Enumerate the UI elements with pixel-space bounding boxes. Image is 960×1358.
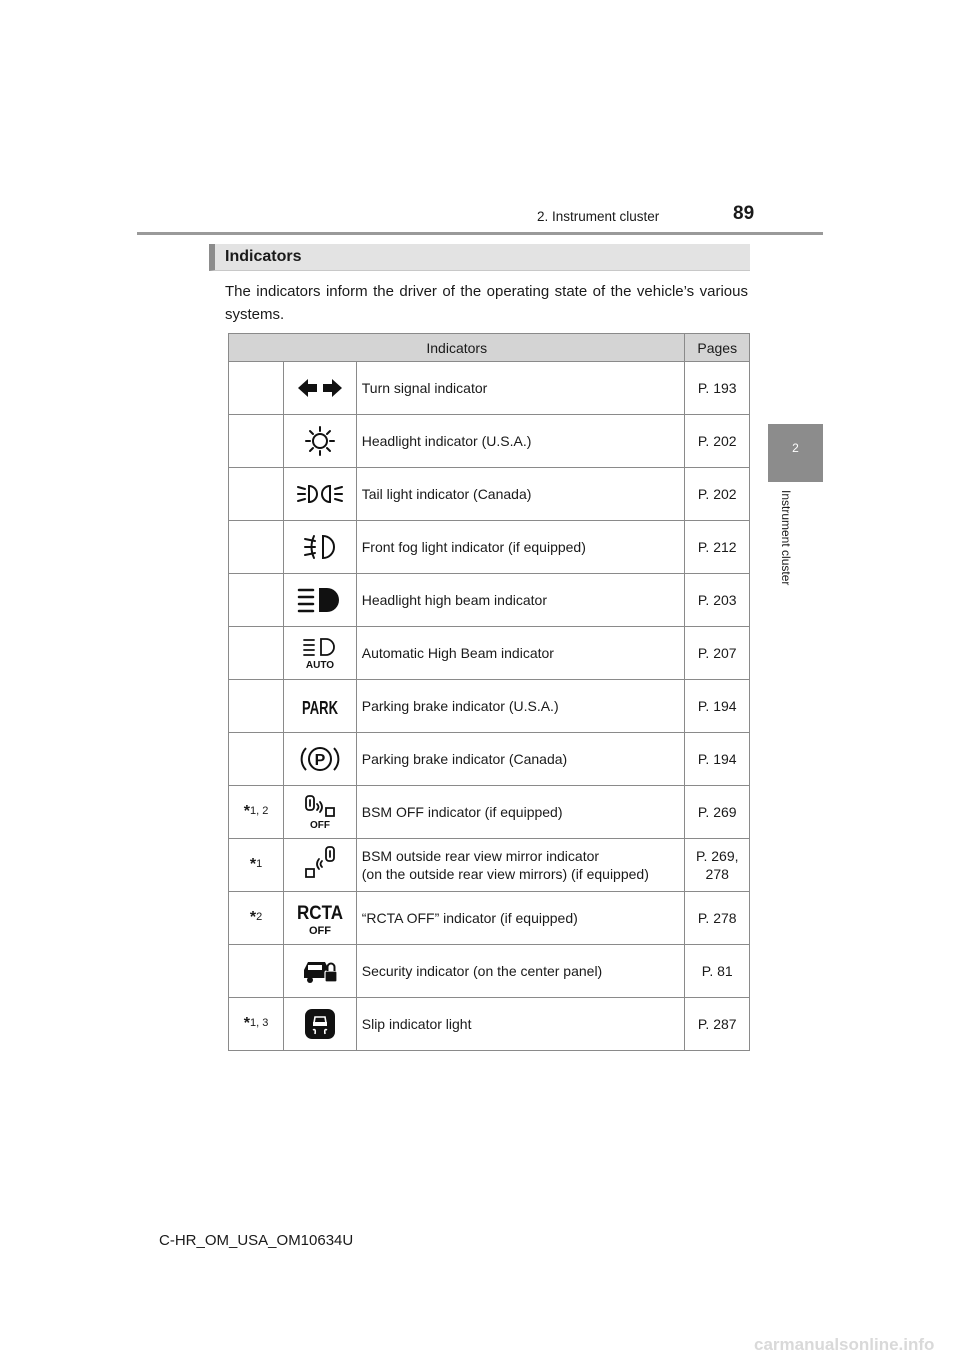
page-ref-link[interactable]: P. 212 xyxy=(685,521,750,574)
chapter-tab-number: 2 xyxy=(792,441,799,455)
icon-cell xyxy=(284,521,357,574)
rcta-off-icon xyxy=(295,899,345,937)
page-ref-link[interactable]: P. 207 xyxy=(685,627,750,680)
desc-cell: Security indicator (on the center panel) xyxy=(356,945,685,998)
front-fog-light-icon xyxy=(303,533,337,561)
icon-cell xyxy=(284,680,357,733)
table-row xyxy=(229,468,750,521)
page-ref-link[interactable]: P. 203 xyxy=(685,574,750,627)
chapter-tab[interactable] xyxy=(768,424,823,482)
icon-cell xyxy=(284,945,357,998)
table-row xyxy=(229,415,750,468)
icon-cell xyxy=(284,892,357,945)
note-cell xyxy=(229,627,284,680)
bsm-off-icon xyxy=(302,794,338,830)
desc-cell: Automatic High Beam indicator xyxy=(356,627,685,680)
desc-cell: Turn signal indicator xyxy=(356,362,685,415)
note-cell xyxy=(229,733,284,786)
desc-line-1: BSM outside rear view mirror indicator xyxy=(361,848,600,864)
icon-cell xyxy=(284,786,357,839)
watermark: carmanualsonline.info xyxy=(754,1335,935,1354)
page-ref-link[interactable]: P. 202 xyxy=(685,415,750,468)
svg-text:P: P xyxy=(314,752,326,769)
table-row xyxy=(229,945,750,998)
table-row xyxy=(229,892,750,945)
icon-cell xyxy=(284,415,357,468)
footer-doc-id: C-HR_OM_USA_OM10634U xyxy=(159,1232,354,1249)
high-beam-icon xyxy=(297,586,343,614)
page-ref-link[interactable]: P. 194 xyxy=(685,733,750,786)
desc-cell: Parking brake indicator (Canada) xyxy=(356,733,685,786)
headlight-sun-icon xyxy=(304,425,336,457)
table-row xyxy=(229,574,750,627)
svg-text:OFF: OFF xyxy=(309,820,330,831)
desc-cell: Tail light indicator (Canada) xyxy=(356,468,685,521)
indicators-table xyxy=(228,333,750,1051)
tail-light-icon xyxy=(296,482,344,506)
note-cell xyxy=(229,680,284,733)
table-row xyxy=(229,680,750,733)
note-cell xyxy=(229,945,284,998)
page-ref-link[interactable]: P. 194 xyxy=(685,680,750,733)
section-heading-bar xyxy=(209,244,750,271)
desc-cell: Parking brake indicator (U.S.A.) xyxy=(356,680,685,733)
table-row xyxy=(229,733,750,786)
svg-text:RCTA: RCTA xyxy=(296,903,344,924)
desc-cell: Slip indicator light xyxy=(356,998,685,1051)
header-section-title: 2. Instrument cluster xyxy=(537,209,660,224)
desc-cell: “RCTA OFF” indicator (if equipped) xyxy=(356,892,685,945)
icon-cell xyxy=(284,839,357,892)
desc-cell: BSM OFF indicator (if equipped) xyxy=(356,786,685,839)
desc-line-2: (on the outside rear view mirrors) (if equipped) xyxy=(361,866,649,882)
header-indicators: Indicators xyxy=(229,334,685,362)
security-car-lock-icon xyxy=(301,956,339,986)
park-text-icon xyxy=(300,694,340,718)
icon-cell xyxy=(284,574,357,627)
table-row xyxy=(229,839,750,892)
page-ref-link[interactable]: P. 269 xyxy=(685,786,750,839)
page-ref-link[interactable]: P. 202 xyxy=(685,468,750,521)
desc-cell: Headlight high beam indicator xyxy=(356,574,685,627)
turn-signal-arrows-icon xyxy=(296,377,344,399)
icon-cell xyxy=(284,627,357,680)
slip-indicator-icon xyxy=(304,1008,336,1040)
table-row xyxy=(229,786,750,839)
page-ref-link[interactable]: P. 269, 278 xyxy=(685,839,750,892)
note-cell: *1, 3 xyxy=(229,998,284,1051)
desc-cell: Front fog light indicator (if equipped) xyxy=(356,521,685,574)
header-rule xyxy=(137,232,823,235)
page-ref-link[interactable]: P. 287 xyxy=(685,998,750,1051)
icon-cell xyxy=(284,998,357,1051)
svg-text:AUTO: AUTO xyxy=(305,660,335,671)
svg-text:OFF: OFF xyxy=(308,925,331,937)
section-intro: The indicators inform the driver of the operating state of the vehicle’s various systems. xyxy=(225,283,748,323)
note-cell: *2 xyxy=(229,892,284,945)
auto-high-beam-icon xyxy=(301,637,339,669)
desc-cell xyxy=(356,839,685,892)
note-cell xyxy=(229,521,284,574)
note-cell xyxy=(229,362,284,415)
desc-cell: Headlight indicator (U.S.A.) xyxy=(356,415,685,468)
table-row xyxy=(229,521,750,574)
svg-text:PARK: PARK xyxy=(301,698,338,718)
chapter-tab-label: Instrument cluster xyxy=(779,490,793,586)
header-pages: Pages xyxy=(685,334,750,362)
note-cell xyxy=(229,574,284,627)
parking-p-circle-icon xyxy=(300,742,340,776)
note-cell: *1, 2 xyxy=(229,786,284,839)
page-ref-link[interactable]: P. 278 xyxy=(685,892,750,945)
table-row xyxy=(229,627,750,680)
table-header-row xyxy=(229,334,750,362)
icon-cell xyxy=(284,468,357,521)
note-cell: *1 xyxy=(229,839,284,892)
bsm-mirror-icon xyxy=(302,845,338,885)
page-ref-link[interactable]: P. 193 xyxy=(685,362,750,415)
note-cell xyxy=(229,415,284,468)
table-row xyxy=(229,362,750,415)
icon-cell xyxy=(284,362,357,415)
note-cell xyxy=(229,468,284,521)
section-title: Indicators xyxy=(225,248,302,265)
page-ref-link[interactable]: P. 81 xyxy=(685,945,750,998)
page-number: 89 xyxy=(733,203,755,224)
table-row xyxy=(229,998,750,1051)
icon-cell xyxy=(284,733,357,786)
